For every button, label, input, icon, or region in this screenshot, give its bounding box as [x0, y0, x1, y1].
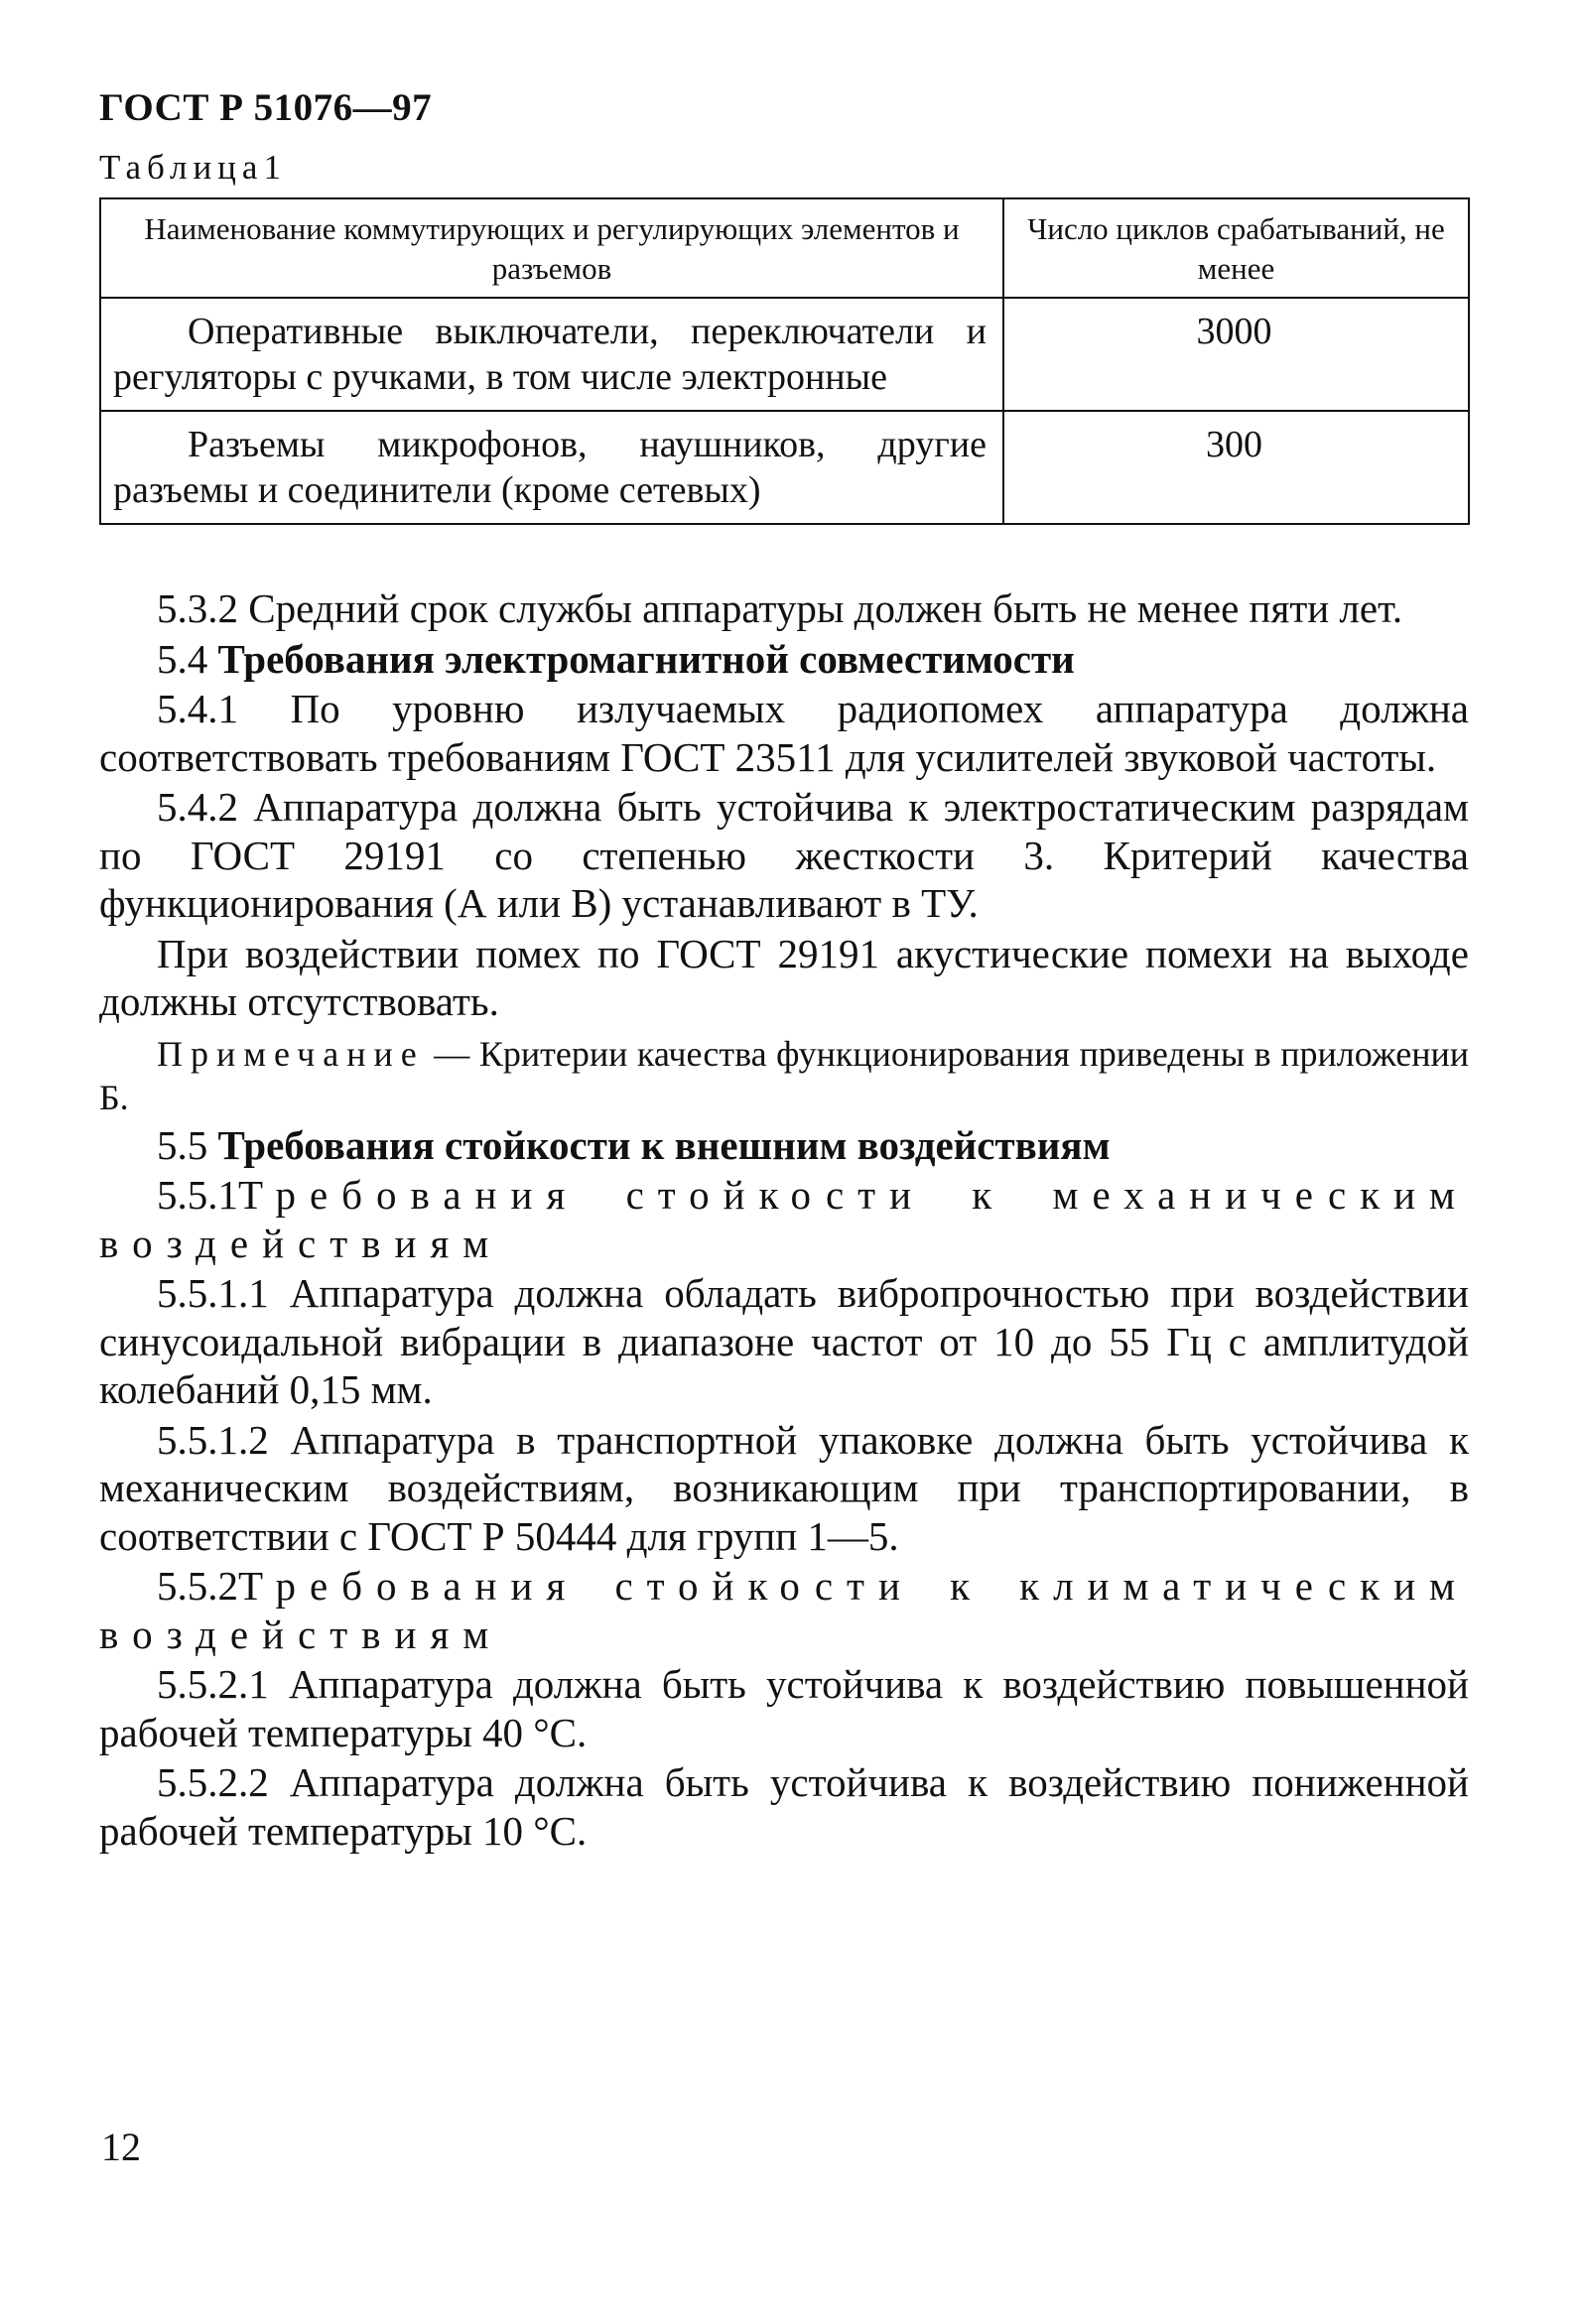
- row-name: Разъемы микрофонов, наушников, другие разъемы и соединители (кроме сетевых): [100, 411, 1003, 524]
- table-caption: Таблица1: [99, 148, 287, 187]
- column-header-cycles: Число циклов срабатываний, не менее: [1003, 198, 1469, 298]
- document-body: [99, 584, 1469, 1855]
- note: [99, 1032, 1469, 1119]
- table-header-row: [100, 198, 1469, 298]
- heading-5-5-1-number: 5.5.1: [157, 1172, 238, 1218]
- row-value: 300: [1003, 411, 1469, 524]
- paragraph-5-5-2-1: 5.5.2.1 Аппаратура должна быть устойчива к воздействию повышенной рабочей температуры 40 °С.: [99, 1661, 1469, 1755]
- heading-5-4: [99, 635, 1469, 684]
- paragraph-5-4-2: 5.4.2 Аппаратура должна быть устойчива к электростатическим разрядам по ГОСТ 29191 со степенью жесткости 3. Критерий качества функционирования (А или В) устанавливают в ТУ.: [99, 784, 1469, 926]
- table-row: [100, 298, 1469, 411]
- paragraph-interference: При воздействии помех по ГОСТ 29191 акустические помехи на выходе должны отсутствовать.: [99, 930, 1469, 1024]
- paragraph-5-3-2: 5.3.2 Средний срок службы аппаратуры должен быть не менее пяти лет.: [157, 585, 1403, 631]
- paragraph-5-5-1-2: 5.5.1.2 Аппаратура в транспортной упаковке должна быть устойчива к механическим воздействиям, возникающим при транспортировании, в соответствии с ГОСТ Р 50444 для групп 1—5.: [99, 1416, 1469, 1559]
- paragraph-5-5-2-2: 5.5.2.2 Аппаратура должна быть устойчива к воздействию пониженной рабочей температуры 10 °С.: [99, 1759, 1469, 1854]
- heading-5-5-number: 5.5: [157, 1121, 208, 1168]
- column-header-name: Наименование коммутирующих и регулирующих элементов и разъемов: [100, 198, 1003, 298]
- paragraph-5-5-1-1: 5.5.1.1 Аппаратура должна обладать вибропрочностью при воздействии синусоидальной вибрации в диапазоне частот от 10 до 55 Гц с амплитудой колебаний 0,15 мм.: [99, 1270, 1469, 1412]
- heading-5-5-1: [99, 1171, 1469, 1267]
- heading-5-4-number: 5.4: [157, 635, 208, 682]
- page-number: 12: [101, 2125, 141, 2169]
- row-value: 3000: [1003, 298, 1469, 411]
- standard-header: ГОСТ Р 51076—97: [99, 86, 433, 129]
- document-page: [99, 79, 1469, 1857]
- heading-5-5-2: [99, 1562, 1469, 1658]
- table-row: [100, 411, 1469, 524]
- heading-5-5: [99, 1121, 1469, 1170]
- heading-5-5-1-title: Требования стойкости к механическим воздействиям: [99, 1172, 1469, 1266]
- heading-5-5-title: Требования стойкости к внешним воздействиям: [217, 1121, 1111, 1168]
- heading-5-5-2-title: Требования стойкости к климатическим воздействиям: [99, 1563, 1469, 1657]
- heading-5-5-2-number: 5.5.2: [157, 1563, 238, 1609]
- note-label: Примечание: [157, 1033, 425, 1074]
- paragraph-5-4-1: 5.4.1 По уровню излучаемых радиопомех аппаратура должна соответствовать требованиям ГОСТ 23511 для усилителей звуковой частоты.: [99, 686, 1469, 780]
- cycles-table: [99, 197, 1470, 525]
- row-name: Оперативные выключатели, переключатели и регуляторы с ручками, в том числе электронные: [100, 298, 1003, 411]
- note-text: — Критерии качества функционирования приведены в приложении Б.: [99, 1033, 1469, 1117]
- heading-5-4-title: Требования электромагнитной совместимости: [217, 635, 1075, 682]
